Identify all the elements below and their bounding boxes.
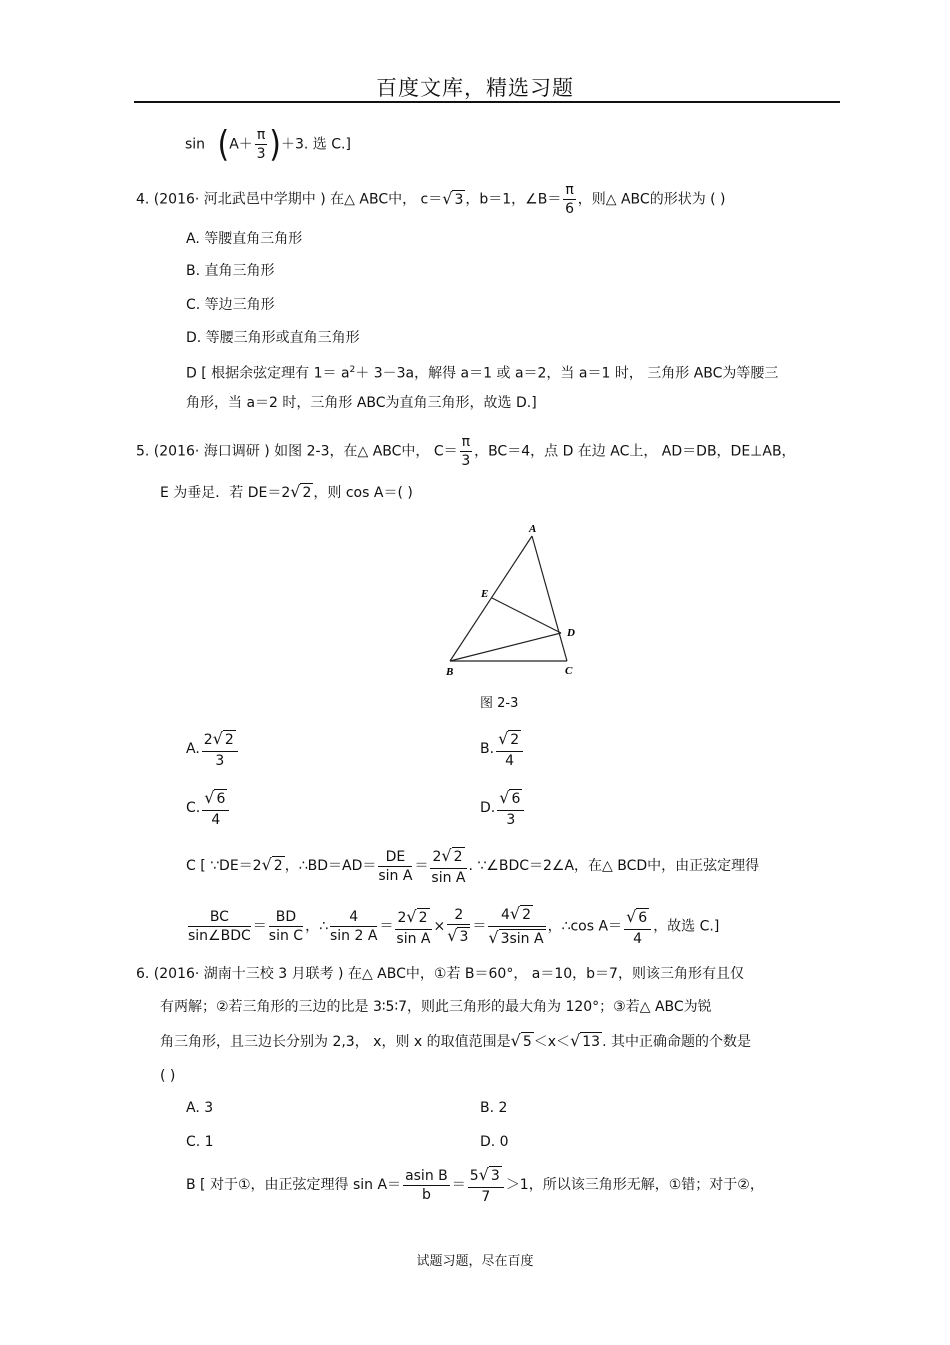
question-6-stem: 6. (2016· 湖南十三校 3 月联考 ) 在△ ABC中，①若 B＝60°， a＝10，b＝7，则该三角形有且仅 xyxy=(136,966,744,982)
option-d: D. 等腰三角形或直角三角形 xyxy=(186,330,360,346)
answer-4-line-2: 角形，当 a＝2 时，三角形 ABC为直角三角形，故选 D.] xyxy=(186,395,537,411)
figure-caption: 图 2-3 xyxy=(480,696,519,711)
segment-bd xyxy=(450,633,561,661)
label-e: E xyxy=(481,588,489,600)
text: sin xyxy=(185,136,206,153)
question-6-blank: ( ) xyxy=(160,1068,176,1084)
label-d: D xyxy=(567,627,575,639)
text-line: sin (A＋ $\frac{\pi}{3}$ )＋3. 选 C.] xyxy=(185,122,351,165)
label-c: C xyxy=(565,665,573,677)
triangle-figure xyxy=(440,518,580,678)
option-d: D. 0 xyxy=(480,1134,509,1150)
question-5-stem: 5. (2016· 海口调研 ) 如图 2-3，在△ ABC中， C＝ $\frac{\pi}{3}$ ，BC＝4，点 D 在边 AC上， AD＝DB，DE⊥AB， xyxy=(136,434,796,469)
option-a: A. 3 xyxy=(186,1100,214,1116)
page-header-title: 百度文库，精选习题 xyxy=(376,76,574,100)
label-b: B xyxy=(446,666,454,678)
option-c: C. 1 xyxy=(186,1134,214,1150)
label-a: A xyxy=(529,523,537,535)
question-5-stem-2: E 为垂足．若 DE＝2 √ 2 ，则 cos A＝( ) xyxy=(160,482,413,501)
option-a: A. 等腰直角三角形 xyxy=(186,231,303,247)
text: A＋ xyxy=(229,136,253,153)
question-6-stem-2: 有两解；②若三角形的三边的比是 3∶5∶7，则此三角形的最大角为 120°；③若△ ABC为锐 xyxy=(160,999,712,1015)
option-b: B. 直角三角形 xyxy=(186,263,275,279)
fraction: $\frac{\pi}{3}$ xyxy=(256,127,266,162)
text: ＋3. 选 C.] xyxy=(280,136,351,153)
option-c: C. √ 6 4 xyxy=(186,789,231,827)
option-b: B. 2 xyxy=(480,1100,508,1116)
question-6-stem-3: 角三角形，且三边长分别为 2,3， x，则 x 的取值范围是 √ 5 ＜x＜ √ 13 . 其中正确命题的个数是 xyxy=(160,1031,751,1050)
answer-5-line-2: $\frac{BC}{\text{sin∠BDC}}$ ＝ $\frac{BD}{\text{sin C}}$ ，∴ $\frac{4}{\sin 2 A}$ ＝ 2 √ 2 sin A × 2 √ 3 ＝ 4 √ 2 √ 3sin A ，∴cos A＝ √ 6 4 ，故选 C.] xyxy=(188,904,720,947)
answer-6-line-1: B [ 对于①，由正弦定理得 sin A＝ $\frac{\text{asin B}}{b}$ ＝ 5 √ 3 7 ＞1，所以该三角形无解，①错；对于②， xyxy=(186,1165,764,1205)
page-footer: 试题习题，尽在百度 xyxy=(416,1254,534,1269)
option-b: B. √ 2 4 xyxy=(480,730,525,768)
segment-ac xyxy=(532,536,567,661)
answer-4-line-1: D [ 根据余弦定理有 $1= a^2+ 3-3a$，解得 a＝1 或 a＝2，当 a＝1 时， 三角形 ABC为等腰三 xyxy=(186,365,779,382)
option-c: C. 等边三角形 xyxy=(186,297,275,313)
header-divider xyxy=(134,101,840,103)
answer-5-line-1: C [ ∵DE＝2 √ 2 ，∴BD＝AD＝ $\frac{DE}{\text{sin A}}$ ＝ 2 √ 2 sin A . ∵∠BDC＝2∠A，在△ BCD中，由正弦定理得 xyxy=(186,846,760,886)
option-a: A. 2 √ 2 3 xyxy=(186,730,240,768)
option-d: D. √ 6 3 xyxy=(480,789,526,827)
question-4-stem: 4. (2016· 河北武邑中学期中 ) 在△ ABC中， c＝ √ 3 ，b＝1，∠B＝ $\frac{\pi}{6}$ ，则△ ABC的形状为 ( ) xyxy=(136,182,726,217)
segment-ab xyxy=(450,536,532,661)
